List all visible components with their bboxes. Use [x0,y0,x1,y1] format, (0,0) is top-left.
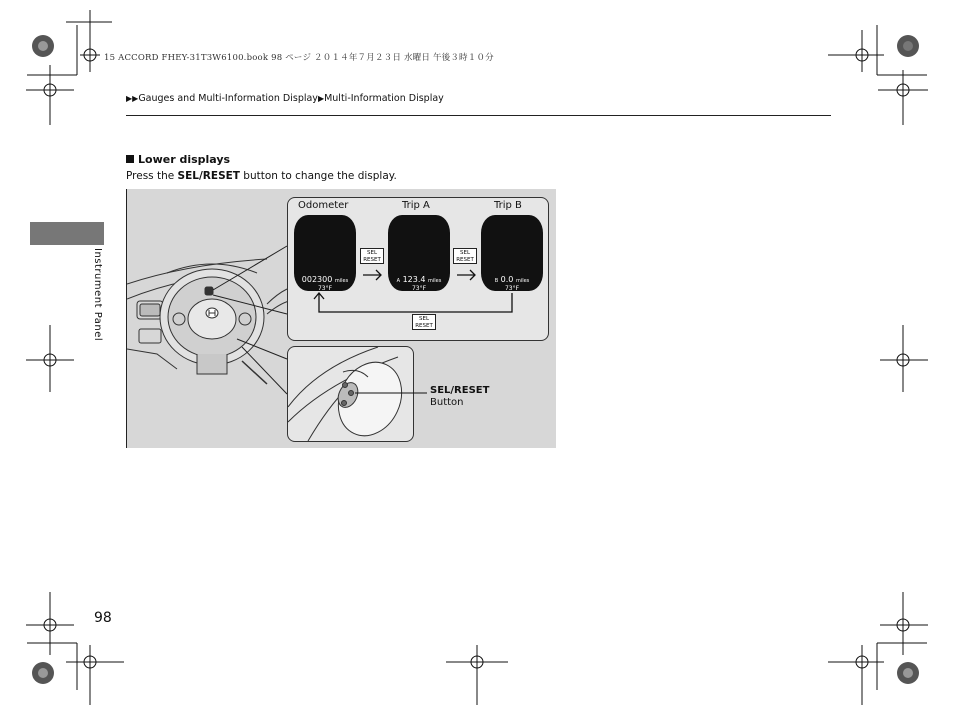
trip-a-value: 123.4 [402,275,426,284]
sel-reset-button-1-line2: RESET [363,256,381,263]
chapter-tab-label: Instrument Panel [92,248,103,342]
breadcrumb [126,93,444,104]
odometer-temperature: 73°F [317,285,333,292]
sel-reset-button-1-line1: SEL [366,250,378,256]
section-heading [126,153,230,166]
sel-reset-button-2-line1: SEL [459,250,471,256]
trip-a-unit: miles [428,278,442,284]
trip-b-temperature: 73°F [504,285,520,292]
page-number: 98 [94,610,112,626]
breadcrumb-item-gauges[interactable]: Gauges and Multi-Information Display [138,93,318,104]
breadcrumb-arrows: ▶▶ [126,94,139,103]
trip-b-label: Trip B [494,200,522,211]
sel-reset-button-3-line2: RESET [415,322,433,329]
odometer-value: 002300 [301,275,333,284]
header-rule [126,115,831,116]
instruction-text [126,170,397,182]
instruction-text-end: button to change the display. [239,170,397,182]
square-bullet-icon [126,155,134,163]
button-callout-line [127,189,556,448]
printer-info-line: 15 ACCORD FHEY-31T3W6100.book 98 ページ ２０１４年７月２３日 水曜日 午後３時１０分 [104,53,494,63]
trip-a-prefix: A [396,278,401,284]
trip-a-label: Trip A [402,200,430,211]
instruction-text-bold: SEL/RESET [177,170,240,182]
trip-a-temperature: 73°F [411,285,427,292]
trip-b-prefix: B [494,278,499,284]
chapter-tab [30,222,104,245]
section-heading-text: Lower displays [138,153,231,166]
odometer-label: Odometer [298,200,349,211]
sel-reset-button-3-line1: SEL [418,316,430,322]
breadcrumb-separator: ▶ [317,94,325,103]
sel-reset-callout-subtitle: Button [430,397,464,408]
trip-b-value: 0.0 [500,275,514,284]
sel-reset-callout [430,385,489,409]
breadcrumb-item-mid[interactable]: Multi-Information Display [324,93,444,104]
sel-reset-button-2-line2: RESET [456,256,474,263]
lower-displays-figure [126,189,556,448]
odometer-unit: miles [334,278,349,284]
instruction-text-start: Press the [126,170,178,182]
trip-b-unit: miles [515,278,530,284]
sel-reset-callout-title: SEL/RESET [430,385,490,396]
